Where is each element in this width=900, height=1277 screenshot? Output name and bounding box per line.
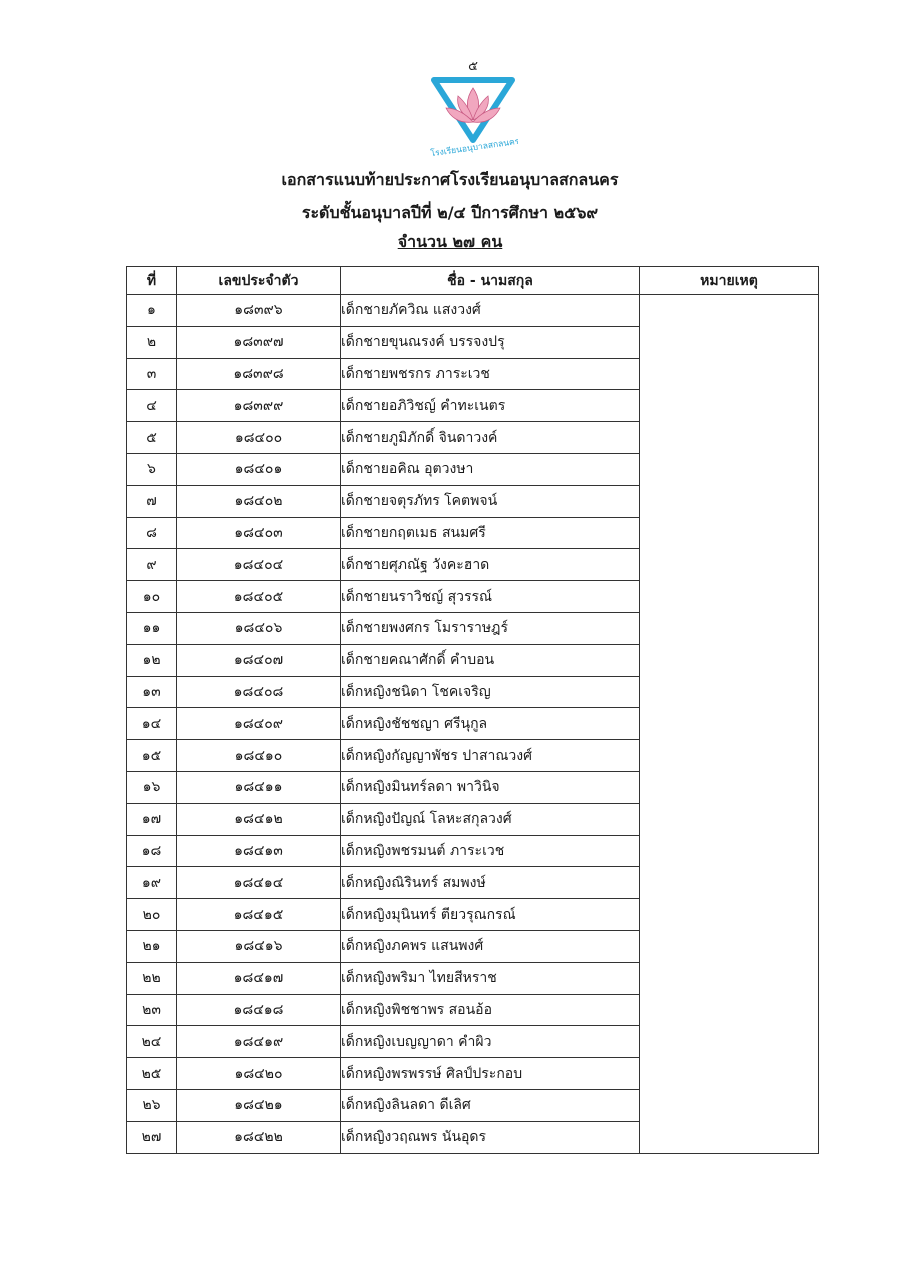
student-id: ๑๘๔๐๔ [177, 549, 341, 581]
row-number: ๑๙ [127, 867, 177, 899]
student-id: ๑๘๔๐๐ [177, 422, 341, 454]
row-number: ๑๕ [127, 740, 177, 772]
student-name: เด็กหญิงมุนินทร์ ตียวรุณกรณ์ [341, 899, 640, 931]
student-name: เด็กชายกฤตเมธ สนมศรี [341, 517, 640, 549]
student-name: เด็กหญิงพชรมนต์ ภาระเวช [341, 835, 640, 867]
row-number: ๒ [127, 326, 177, 358]
header-student-id: เลขประจำตัว [177, 267, 341, 295]
row-number: ๙ [127, 549, 177, 581]
row-number: ๒๑ [127, 930, 177, 962]
student-id: ๑๘๔๐๑ [177, 453, 341, 485]
table-row [127, 295, 819, 327]
row-number: ๑ [127, 295, 177, 327]
header-name: ชื่อ - นามสกุล [341, 267, 640, 295]
student-name: เด็กชายอคิณ อุตวงษา [341, 453, 640, 485]
row-number: ๖ [127, 453, 177, 485]
student-name: เด็กหญิงปัญณ์ โลหะสกุลวงศ์ [341, 803, 640, 835]
lotus-icon [446, 88, 500, 122]
student-id: ๑๘๔๐๘ [177, 676, 341, 708]
row-number: ๒๐ [127, 899, 177, 931]
row-number: ๑๓ [127, 676, 177, 708]
student-name: เด็กชายศุภณัฐ วังคะฮาด [341, 549, 640, 581]
student-name: เด็กหญิงภคพร แสนพงศ์ [341, 930, 640, 962]
student-count: จำนวน ๒๗ คน [397, 232, 503, 251]
student-name: เด็กหญิงชนิดา โชคเจริญ [341, 676, 640, 708]
student-id: ๑๘๔๑๓ [177, 835, 341, 867]
student-name: เด็กหญิงเบญญาดา คำผิว [341, 1026, 640, 1058]
student-id: ๑๘๔๒๐ [177, 1058, 341, 1090]
student-id: ๑๘๔๑๑ [177, 771, 341, 803]
student-id: ๑๘๔๐๕ [177, 581, 341, 613]
document-title: เอกสารแนบท้ายประกาศโรงเรียนอนุบาลสกลนคร [281, 170, 619, 189]
student-id: ๑๘๔๑๖ [177, 930, 341, 962]
student-name: เด็กหญิงวฤณพร นันอุดร [341, 1121, 640, 1153]
student-id: ๑๘๔๑๒ [177, 803, 341, 835]
student-name: เด็กชายนราวิชญ์ สุวรรณ์ [341, 581, 640, 613]
row-number: ๑๔ [127, 708, 177, 740]
table-body [127, 295, 819, 1154]
student-id: ๑๘๔๑๗ [177, 962, 341, 994]
school-logo [428, 58, 518, 158]
student-name: เด็กหญิงพรพรรษ์ ศิลป์ประกอบ [341, 1058, 640, 1090]
student-name: เด็กหญิงพริมา ไทยสีหราช [341, 962, 640, 994]
student-name: เด็กหญิงกัญญาพัชร ปาสาณวงศ์ [341, 740, 640, 772]
row-number: ๗ [127, 485, 177, 517]
student-name: เด็กชายจตุรภัทร โคตพจน์ [341, 485, 640, 517]
student-id: ๑๘๔๑๐ [177, 740, 341, 772]
row-number: ๑๑ [127, 612, 177, 644]
student-id: ๑๘๔๑๕ [177, 899, 341, 931]
student-id: ๑๘๔๐๒ [177, 485, 341, 517]
student-id: ๑๘๔๒๑ [177, 1089, 341, 1121]
student-name: เด็กชายอภิวิชญ์ คำทะเนตร [341, 390, 640, 422]
row-number: ๒๕ [127, 1058, 177, 1090]
student-name: เด็กหญิงณิรินทร์ สมพงษ์ [341, 867, 640, 899]
row-number: ๒๒ [127, 962, 177, 994]
student-name: เด็กชายพชรกร ภาระเวช [341, 358, 640, 390]
student-name: เด็กชายคณาศักดิ์ คำบอน [341, 644, 640, 676]
student-id: ๑๘๓๙๖ [177, 295, 341, 327]
row-number: ๕ [127, 422, 177, 454]
logo-numeral: ๕ [468, 59, 478, 74]
student-id: ๑๘๔๐๗ [177, 644, 341, 676]
student-name: เด็กหญิงพิชชาพร สอนอ้อ [341, 994, 640, 1026]
student-name: เด็กชายภูมิภักดิ์ จินดาวงค์ [341, 422, 640, 454]
student-name: เด็กชายพงศกร โมราราษฎร์ [341, 612, 640, 644]
logo-caption: โรงเรียนอนุบาลสกลนคร [430, 136, 518, 158]
student-name: เด็กชายขุนณรงค์ บรรจงปรุ [341, 326, 640, 358]
remark-cell [640, 295, 819, 1154]
row-number: ๑๗ [127, 803, 177, 835]
row-number: ๑๐ [127, 581, 177, 613]
student-id: ๑๘๔๑๘ [177, 994, 341, 1026]
student-id: ๑๘๓๙๗ [177, 326, 341, 358]
student-id: ๑๘๔๐๙ [177, 708, 341, 740]
row-number: ๘ [127, 517, 177, 549]
student-name: เด็กชายภัควิณ แสงวงศ์ [341, 295, 640, 327]
row-number: ๒๖ [127, 1089, 177, 1121]
header-remark: หมายเหตุ [640, 267, 819, 295]
student-table [126, 266, 819, 1154]
row-number: ๔ [127, 390, 177, 422]
row-number: ๑๒ [127, 644, 177, 676]
student-id: ๑๘๓๙๘ [177, 358, 341, 390]
student-id: ๑๘๔๐๓ [177, 517, 341, 549]
student-name: เด็กหญิงมินทร์ลดา พาวินิจ [341, 771, 640, 803]
row-number: ๑๖ [127, 771, 177, 803]
row-number: ๓ [127, 358, 177, 390]
student-id: ๑๘๔๒๒ [177, 1121, 341, 1153]
table-header-row [127, 267, 819, 295]
header-no: ที่ [127, 267, 177, 295]
row-number: ๒๓ [127, 994, 177, 1026]
student-id: ๑๘๔๐๖ [177, 612, 341, 644]
document-subtitle: ระดับชั้นอนุบาลปีที่ ๒/๔ ปีการศึกษา ๒๕๖๙ [301, 203, 599, 222]
student-id: ๑๘๔๑๙ [177, 1026, 341, 1058]
row-number: ๒๔ [127, 1026, 177, 1058]
student-id: ๑๘๔๑๔ [177, 867, 341, 899]
student-id: ๑๘๓๙๙ [177, 390, 341, 422]
student-name: เด็กหญิงลินลดา ดีเลิศ [341, 1089, 640, 1121]
row-number: ๑๘ [127, 835, 177, 867]
row-number: ๒๗ [127, 1121, 177, 1153]
student-name: เด็กหญิงชัชชญา ศรีนุกูล [341, 708, 640, 740]
